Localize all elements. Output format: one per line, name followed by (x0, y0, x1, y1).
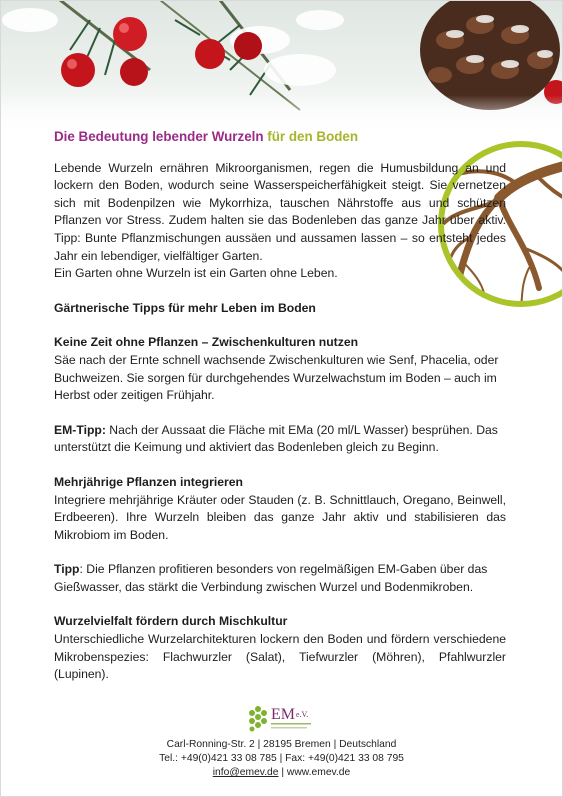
title-part-purple: Die Bedeutung lebender Wurzeln (54, 129, 268, 144)
block5-body: Unterschiedliche Wurzelarchitekturen lockern den Boden und fördern verschiedene Mikrobenspezies: Flachwurzler (Salat), Tiefwurzler (Möhren), Pfahlwurzler (Lupinen). (54, 632, 506, 682)
footer-address: Carl-Ronning-Str. 2 | 28195 Bremen | Deutschland (166, 739, 397, 750)
tip-body: : Die Pflanzen profitieren besonders von regelmäßigen EM-Gaben über das Gießwasser, das stärkt die Verbindung zwischen Wurzel und Bodenmikroben. (54, 562, 488, 594)
footer-email-link[interactable]: info@emev.de (212, 767, 279, 778)
em-tip-label: EM-Tipp: (54, 422, 106, 437)
footer-contact (0, 766, 563, 780)
block5-heading: Wurzelvielfalt fördern durch Mischkultur (54, 614, 288, 629)
block1-body: Säe nach der Ernte schnell wachsende Zwischenkulturen wie Senf, Phacelia, oder Buchweizen. Sie sorgen für durchgehendes Wurzelwachstum im Boden – auch im Herbst oder zeitigen Frühjahr. (54, 352, 499, 403)
tip-label: Tipp (54, 562, 80, 577)
em-tip-body: Nach der Aussaat die Fläche mit EMa (20 ml/L Wasser) besprühen. Das unterstützt die Keimung und aktiviert das Bodenleben gleich zu Beginn. (54, 422, 498, 455)
em-logo-icon (246, 703, 318, 735)
footer-separator: | (278, 767, 287, 778)
main-content (54, 128, 506, 684)
logo-ev-text: e.V. (296, 710, 309, 719)
em-logo (246, 703, 318, 735)
header-image (0, 0, 563, 135)
block1-heading: Keine Zeit ohne Pflanzen – Zwischenkulturen nutzen (54, 335, 359, 350)
pine-branch-icon (2, 0, 344, 110)
block3-heading: Mehrjährige Pflanzen integrieren (54, 474, 243, 489)
logo-em-text: EM (271, 706, 295, 723)
page-title (54, 128, 506, 146)
section-heading: Gärtnerische Tipps für mehr Leben im Boden (54, 300, 316, 315)
footer-phone: Tel.: +49(0)421 33 08 785 | Fax: +49(0)421 33 08 795 (159, 753, 404, 764)
block2-paragraph (54, 422, 506, 457)
pine-cone-icon (420, 0, 560, 110)
title-part-green: für den Boden (267, 129, 359, 144)
intro-closing-line: Ein Garten ohne Wurzeln ist ein Garten ohne Leben. (54, 266, 338, 281)
block3-body: Integriere mehrjährige Kräuter oder Stauden (z. B. Schnittlauch, Oregano, Beinwell, Erdbeeren). Ihre Wurzeln bleiben das ganze Jahr aktiv und stabilisieren das Mikrobiom im Boden. (54, 492, 506, 542)
block4-paragraph (54, 561, 506, 596)
intro-paragraph: Lebende Wurzeln ernähren Mikroorganismen, regen die Humusbildung an und lockern den Boden, wodurch seine Wasserspeicherfähigkeit steigt. Sie vernetzen sich mit Bodenpilzen wie Mykorrhiza, tauschen Nährstoffe aus und schützen Pflanzen vor Stress. Zudem halten sie das Bodenleben das ganze Jahr über aktiv. Tipp: Bunte Pflanzmischungen aussäen und aussamen lassen – so entsteht jedes Jahr ein lebendiger, vielfältiger Garten. (54, 160, 506, 263)
footer-website[interactable]: www.emev.de (286, 767, 351, 778)
